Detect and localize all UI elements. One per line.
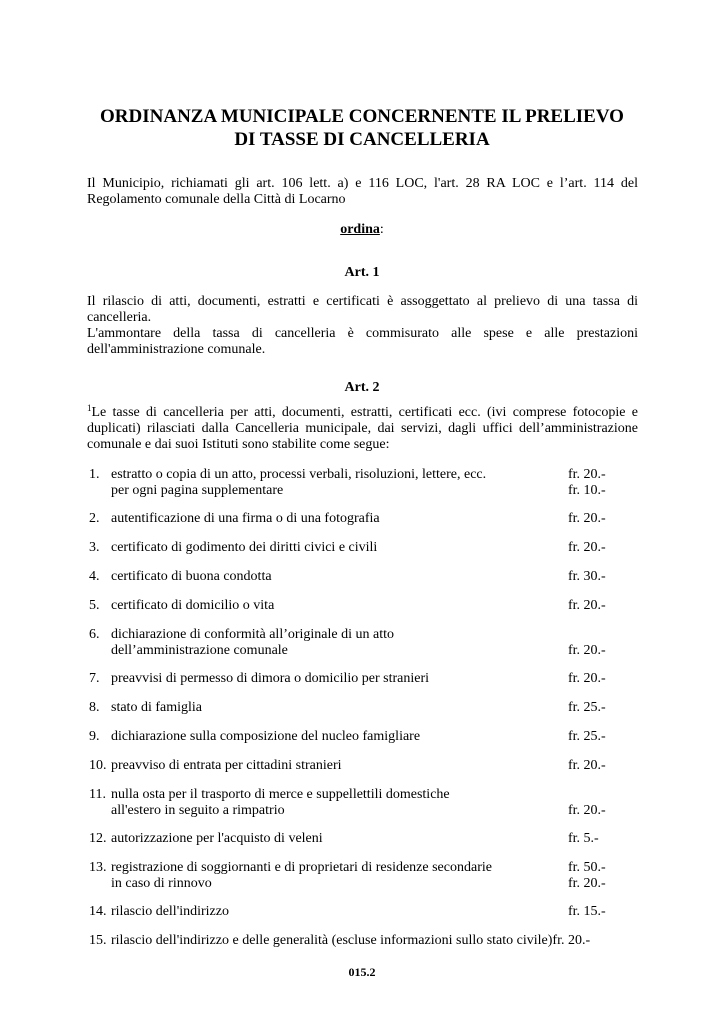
fee-item-number: 11. <box>89 787 106 802</box>
fee-item-line <box>89 758 649 774</box>
fee-item-line <box>89 671 649 687</box>
fee-item <box>89 511 649 527</box>
fee-item-description: dell’amministrazione comunale <box>111 643 288 658</box>
fee-item-price: fr. 30.- <box>568 569 606 584</box>
fee-item <box>89 933 649 949</box>
ordina-word: ordina <box>340 222 380 237</box>
fee-item-description: autorizzazione per l'acquisto di veleni <box>111 831 323 846</box>
fee-item-description: per ogni pagina supplementare <box>111 483 284 498</box>
fee-item-description: dichiarazione di conformità all’originale di un atto <box>111 627 395 642</box>
page-footer-code: 015.2 <box>348 965 376 979</box>
art1-heading: Art. 1 <box>344 265 380 280</box>
fee-item <box>89 729 649 745</box>
paragraph-number: 1 <box>87 403 92 413</box>
fee-item-description: certificato di godimento dei diritti civici e civili <box>111 540 378 555</box>
fee-item-line <box>89 831 649 847</box>
fee-item-number: 6. <box>89 627 100 642</box>
art1-body <box>87 294 638 358</box>
title-line-1: ORDINANZA MUNICIPALE CONCERNENTE IL PRELIEVO <box>100 106 624 127</box>
fee-item-line <box>89 787 649 803</box>
fee-item-line <box>89 933 649 949</box>
fee-item-line <box>89 627 649 643</box>
fee-item-price: fr. 20.- <box>552 933 591 948</box>
fee-item-line <box>89 467 649 483</box>
document-title <box>60 105 664 151</box>
fee-item-number: 15. <box>89 933 107 948</box>
fee-item-description: nulla osta per il trasporto di merce e suppellettili domestiche <box>111 787 450 802</box>
fee-item-price: fr. 25.- <box>568 729 606 744</box>
fee-item-line <box>89 598 649 614</box>
intro-paragraph: Il Municipio, richiamati gli art. 106 lett. a) e 116 LOC, l'art. 28 RA LOC e l’art. 114 del Regolamento comunale della Città di Locarno <box>87 176 638 207</box>
fee-item-description: dichiarazione sulla composizione del nucleo famigliare <box>111 729 421 744</box>
fee-item <box>89 831 649 847</box>
fee-item-number: 13. <box>89 860 107 875</box>
fee-item <box>89 569 649 585</box>
art2-paragraph <box>87 405 638 453</box>
fee-item-line <box>89 643 649 659</box>
fee-item-line <box>89 569 649 585</box>
fee-item-description: all'estero in seguito a rimpatrio <box>111 803 285 818</box>
fee-item-price: fr. 20.- <box>568 803 606 818</box>
fee-item-number: 7. <box>89 671 100 686</box>
fee-item <box>89 787 649 819</box>
fee-item <box>89 700 649 716</box>
fee-item <box>89 627 649 659</box>
fee-item-price: fr. 25.- <box>568 700 606 715</box>
fee-item-price: fr. 20.- <box>568 671 606 686</box>
fee-item-number: 2. <box>89 511 100 526</box>
fee-item-number: 10. <box>89 758 107 773</box>
fee-item <box>89 540 649 556</box>
fee-item-price: fr. 5.- <box>568 831 599 846</box>
fee-item-price: fr. 20.- <box>568 467 606 482</box>
fee-item-number: 14. <box>89 904 107 919</box>
ordina-colon: : <box>379 222 384 237</box>
fee-item-price: fr. 20.- <box>568 511 606 526</box>
art1-paragraph-2: L'ammontare della tassa di cancelleria è commisurato alle spese e alle prestazioni dell'amministrazione comunale. <box>87 326 638 357</box>
fee-item-description: estratto o copia di un atto, processi verbali, risoluzioni, lettere, ecc. <box>111 467 487 482</box>
title-line-2: DI TASSE DI CANCELLERIA <box>234 129 490 150</box>
fee-item-price: fr. 10.- <box>568 483 606 498</box>
fee-item-description: certificato di domicilio o vita <box>111 598 275 613</box>
fee-item-line <box>89 483 649 499</box>
fee-item-line <box>89 540 649 556</box>
fee-item <box>89 904 649 920</box>
fee-item-line <box>89 876 649 892</box>
art2-heading: Art. 2 <box>344 380 380 395</box>
fee-item <box>89 598 649 614</box>
fee-item <box>89 671 649 687</box>
fee-item-description: rilascio dell'indirizzo e delle generalità (escluse informazioni sullo stato civile) <box>111 933 553 948</box>
fee-item-line <box>89 904 649 920</box>
ordina-heading <box>0 222 724 238</box>
fee-item-price: fr. 20.- <box>568 540 606 555</box>
fee-item-line <box>89 803 649 819</box>
fee-item-description: stato di famiglia <box>111 700 202 715</box>
fee-item-line <box>89 700 649 716</box>
fee-item-description: autentificazione di una firma o di una fotografia <box>111 511 380 526</box>
fee-item <box>89 758 649 774</box>
fee-item-line <box>89 511 649 527</box>
fee-item-price: fr. 20.- <box>568 598 606 613</box>
fee-item-number: 3. <box>89 540 100 555</box>
fee-item <box>89 467 649 499</box>
fee-item-number: 9. <box>89 729 100 744</box>
fee-item-number: 8. <box>89 700 100 715</box>
fee-item-price: fr. 15.- <box>568 904 606 919</box>
fee-item-description: in caso di rinnovo <box>111 876 212 891</box>
fee-item-price: fr. 20.- <box>568 876 606 891</box>
fee-item-number: 1. <box>89 467 100 482</box>
art1-paragraph-1: Il rilascio di atti, documenti, estratti e certificati è assoggettato al prelievo di una tassa di cancelleria. <box>87 294 638 325</box>
fee-item-number: 5. <box>89 598 100 613</box>
fee-item-price: fr. 50.- <box>568 860 606 875</box>
fee-item-description: rilascio dell'indirizzo <box>111 904 229 919</box>
fee-item-line <box>89 729 649 745</box>
fee-item-description: registrazione di soggiornanti e di proprietari di residenze secondarie <box>111 860 492 875</box>
fee-item-description: certificato di buona condotta <box>111 569 272 584</box>
art2-paragraph-text: Le tasse di cancelleria per atti, documenti, estratti, certificati ecc. (ivi comprese fotocopie e duplicati) rilasciati dalla Cancelleria municipale, dai servizi, dagli uffici dell’amministrazione comunale e dai suoi Istituti sono stabilite come segue: <box>87 405 638 452</box>
fee-item <box>89 860 649 892</box>
fee-item-price: fr. 20.- <box>568 758 606 773</box>
fee-item-description: preavviso di entrata per cittadini stranieri <box>111 758 342 773</box>
fee-item-price: fr. 20.- <box>568 643 606 658</box>
fee-item-number: 4. <box>89 569 100 584</box>
fee-item-number: 12. <box>89 831 107 846</box>
fee-item-line <box>89 860 649 876</box>
fee-item-description: preavvisi di permesso di dimora o domicilio per stranieri <box>111 671 430 686</box>
